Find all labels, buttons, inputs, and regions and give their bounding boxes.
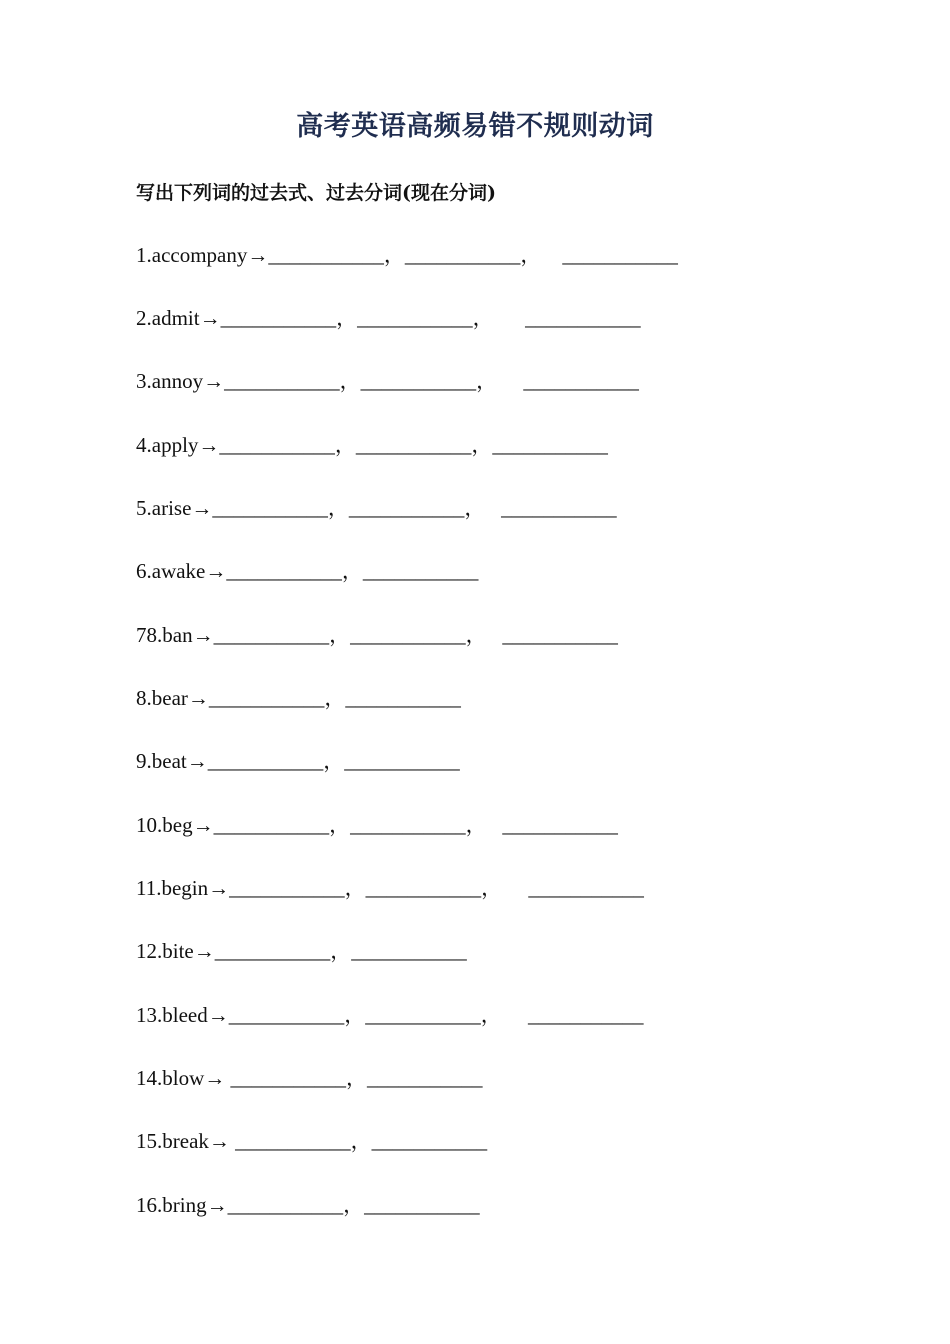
exercise-item-10: 10.beg→___________，___________， ___________ [136, 813, 618, 837]
exercise-item-1: 1.accompany→___________，___________， ___________ [136, 243, 678, 267]
exercise-item-15: 15.break→ ___________，___________ [136, 1129, 488, 1153]
exercise-item-4: 4.apply→___________，___________，___________ [136, 433, 608, 457]
exercise-item-16: 16.bring→___________，___________ [136, 1193, 480, 1217]
exercise-item-14: 14.blow→ ___________，___________ [136, 1066, 483, 1090]
exercise-instruction: 写出下列词的过去式、过去分词(现在分词) [136, 182, 496, 204]
exercise-item-7: 78.ban→___________，___________， ___________ [136, 623, 618, 647]
exercise-item-3: 3.annoy→___________，___________， ___________ [136, 369, 639, 393]
exercise-item-12: 12.bite→___________，___________ [136, 939, 467, 963]
document-title: 高考英语高频易错不规则动词 [296, 111, 654, 142]
exercise-item-9: 9.beat→___________，___________ [136, 749, 460, 773]
exercise-item-5: 5.arise→___________，___________， ___________ [136, 496, 617, 520]
exercise-item-6: 6.awake→___________，___________ [136, 559, 479, 583]
exercise-item-8: 8.bear→___________，___________ [136, 686, 461, 710]
exercise-item-2: 2.admit→___________，___________， ___________ [136, 306, 641, 330]
exercise-item-11: 11.begin→___________，___________， ___________ [136, 876, 644, 900]
exercise-item-13: 13.bleed→___________，___________， ___________ [136, 1003, 644, 1027]
